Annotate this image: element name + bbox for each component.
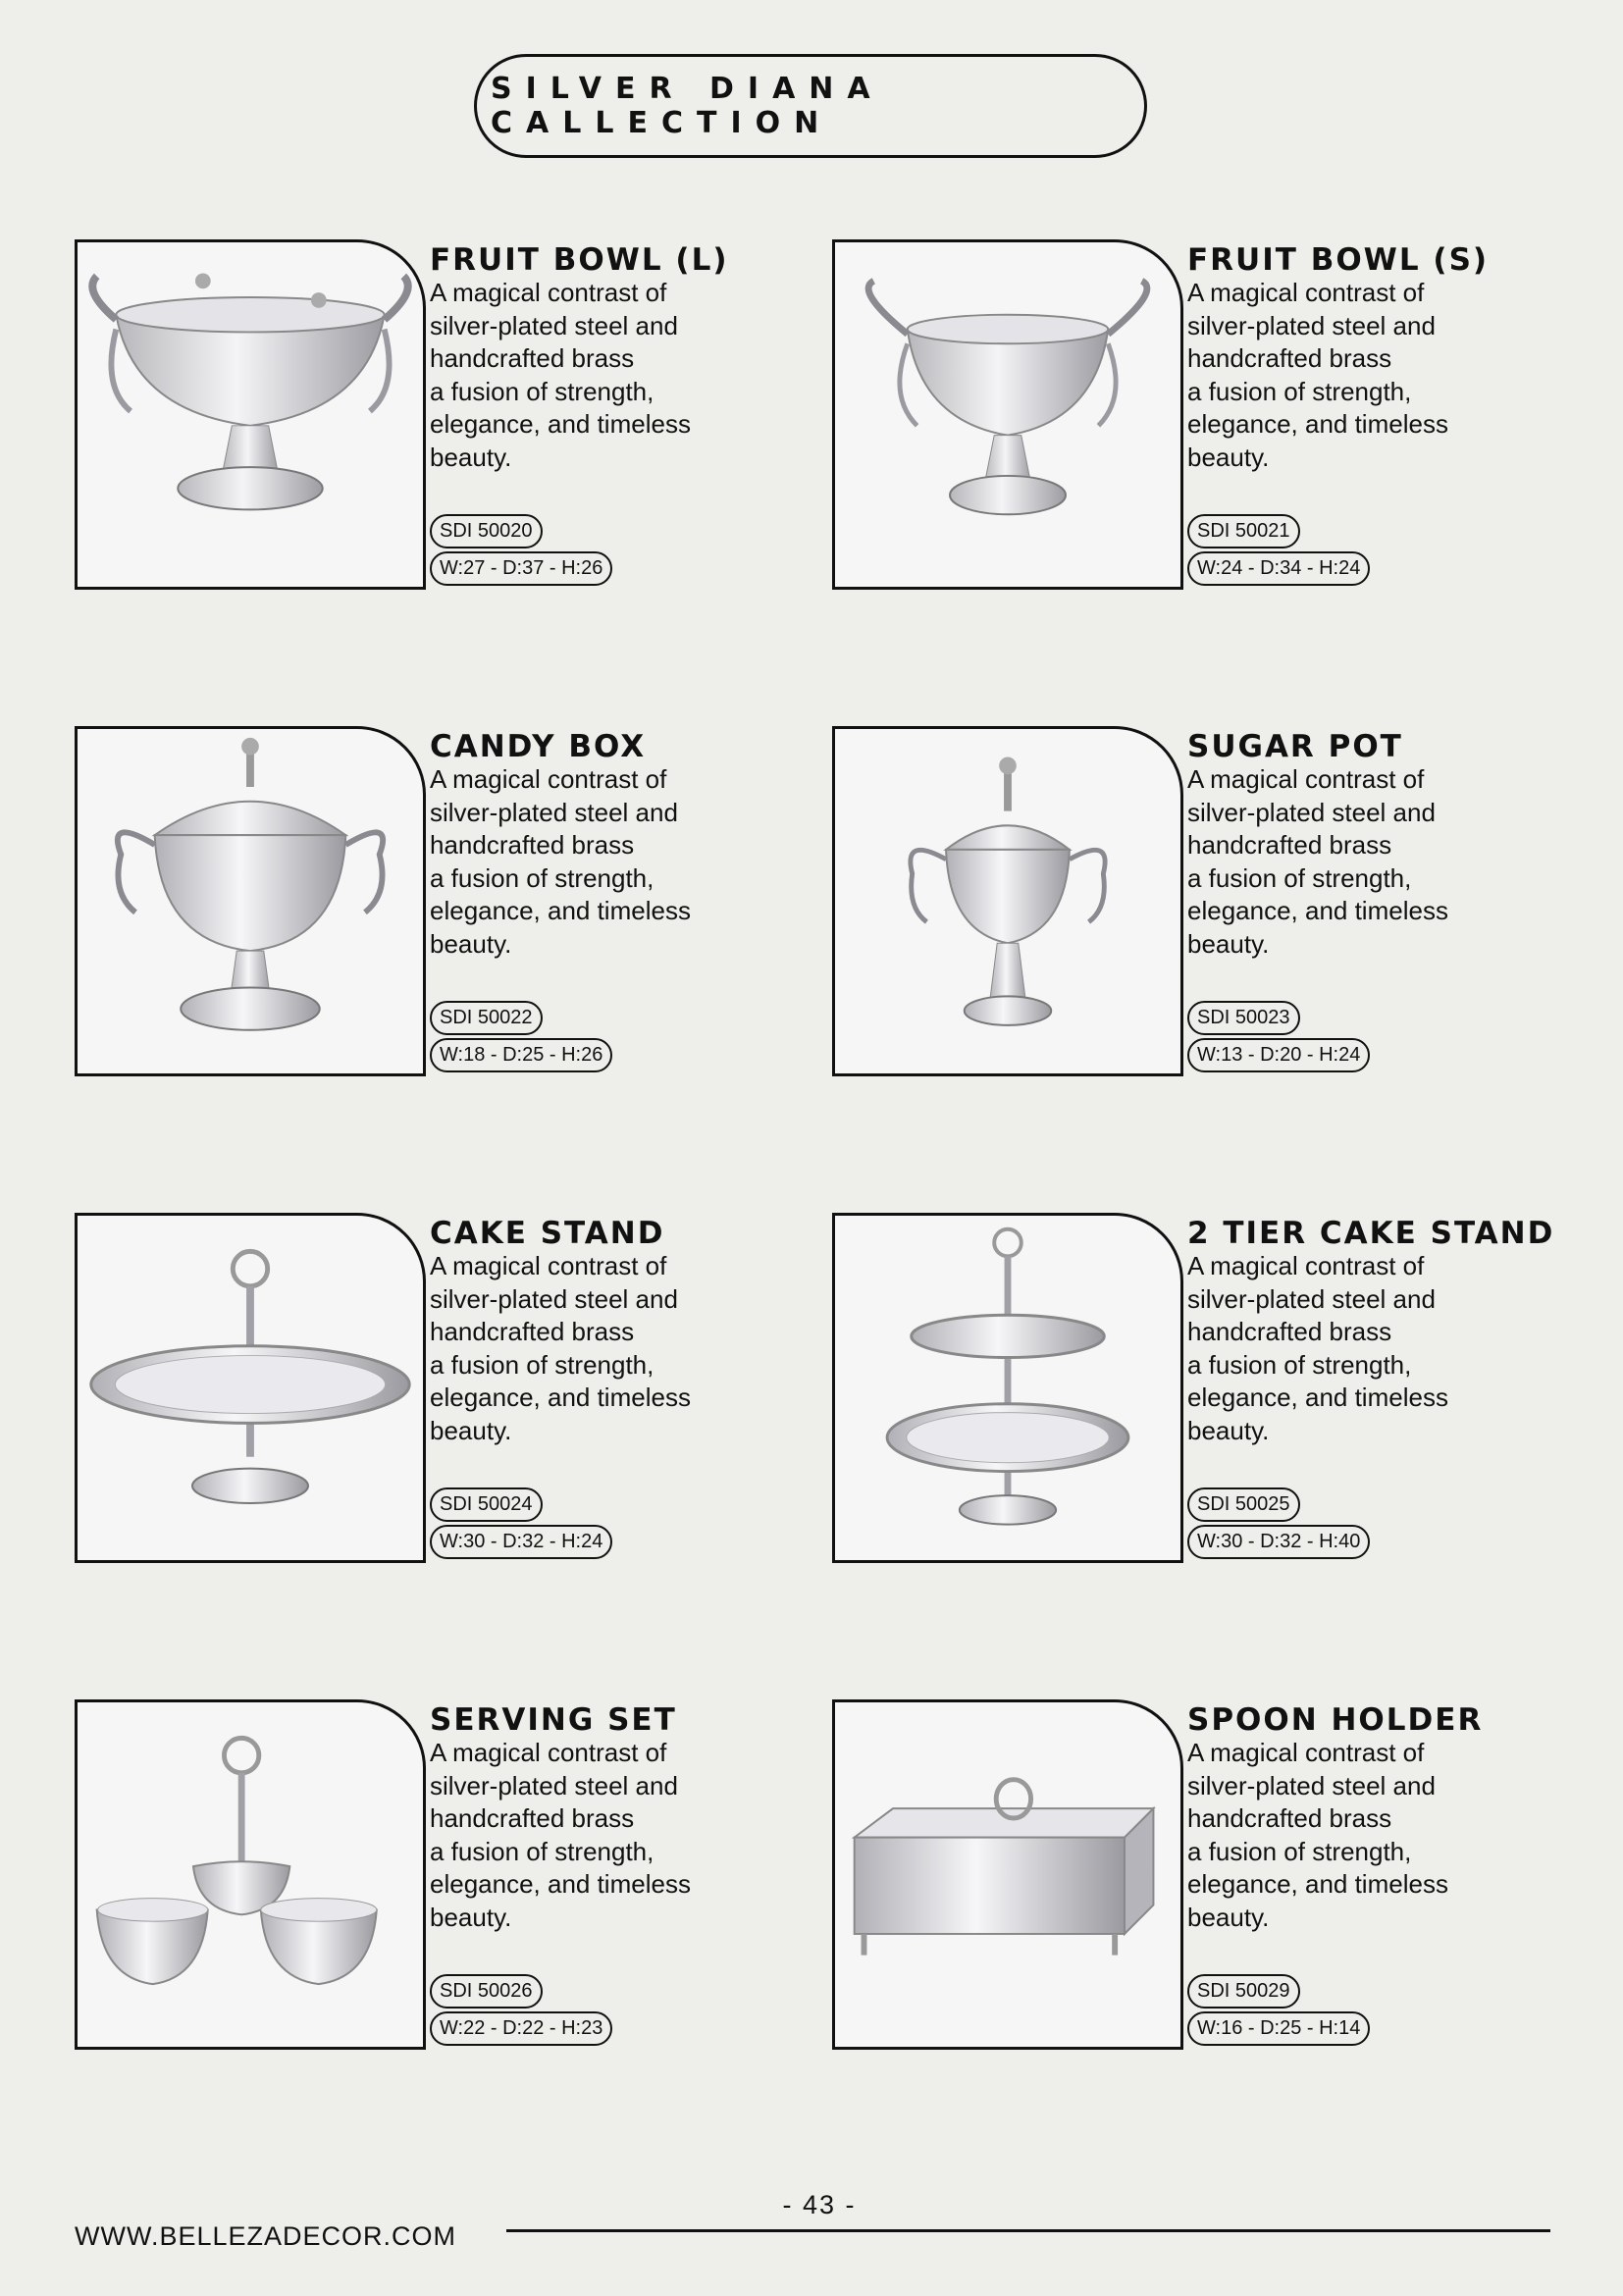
product-description: A magical contrast of silver-plated steel and handcrafted brass a fusion of strength, elegance, and timeless beauty. <box>430 1738 691 1932</box>
product-code: SDI 50029 <box>1187 1974 1300 2009</box>
product-dimensions: W:18 - D:25 - H:26 <box>430 1038 612 1072</box>
product-name: SERVING SET <box>430 1702 677 1738</box>
product-dimensions: W:30 - D:32 - H:40 <box>1187 1525 1370 1559</box>
serving-set-image <box>75 1699 426 2050</box>
product-card <box>75 239 801 593</box>
product-code: SDI 50022 <box>430 1001 543 1035</box>
product-card <box>75 1213 801 1566</box>
product-description: A magical contrast of silver-plated steel and handcrafted brass a fusion of strength, elegance, and timeless beauty. <box>1187 1251 1448 1445</box>
product-description: A magical contrast of silver-plated steel and handcrafted brass a fusion of strength, elegance, and timeless beauty. <box>1187 764 1448 959</box>
product-description: A magical contrast of silver-plated steel and handcrafted brass a fusion of strength, elegance, and timeless beauty. <box>1187 1738 1448 1932</box>
product-card <box>75 726 801 1079</box>
product-description: A magical contrast of silver-plated steel and handcrafted brass a fusion of strength, elegance, and timeless beauty. <box>1187 278 1448 472</box>
footer-divider <box>506 2229 1550 2232</box>
product-name: CAKE STAND <box>430 1216 665 1251</box>
product-card <box>832 1699 1558 2053</box>
product-code: SDI 50023 <box>1187 1001 1300 1035</box>
product-name: CANDY BOX <box>430 729 647 764</box>
product-code: SDI 50025 <box>1187 1487 1300 1522</box>
two-tier-cake-stand-image <box>832 1213 1183 1563</box>
fruit-bowl-large-image <box>75 239 426 590</box>
product-code: SDI 50020 <box>430 514 543 548</box>
product-code: SDI 50024 <box>430 1487 543 1522</box>
product-name: SPOON HOLDER <box>1187 1702 1484 1738</box>
product-dimensions: W:24 - D:34 - H:24 <box>1187 551 1370 586</box>
product-dimensions: W:13 - D:20 - H:24 <box>1187 1038 1370 1072</box>
fruit-bowl-small-image <box>832 239 1183 590</box>
product-card <box>75 1699 801 2053</box>
product-card <box>832 1213 1558 1566</box>
product-description: A magical contrast of silver-plated steel and handcrafted brass a fusion of strength, elegance, and timeless beauty. <box>430 764 691 959</box>
candy-box-image <box>75 726 426 1076</box>
product-code: SDI 50021 <box>1187 514 1300 548</box>
product-description: A magical contrast of silver-plated steel and handcrafted brass a fusion of strength, elegance, and timeless beauty. <box>430 1251 691 1445</box>
product-name: SUGAR POT <box>1187 729 1403 764</box>
product-name: FRUIT BOWL (L) <box>430 242 729 278</box>
spoon-holder-image <box>832 1699 1183 2050</box>
product-code: SDI 50026 <box>430 1974 543 2009</box>
product-dimensions: W:27 - D:37 - H:26 <box>430 551 612 586</box>
product-card <box>832 239 1558 593</box>
product-card <box>832 726 1558 1079</box>
product-name: FRUIT BOWL (S) <box>1187 242 1490 278</box>
product-dimensions: W:16 - D:25 - H:14 <box>1187 2011 1370 2046</box>
page-number: - 43 - <box>782 2190 857 2219</box>
cake-stand-image <box>75 1213 426 1563</box>
product-description: A magical contrast of silver-plated steel and handcrafted brass a fusion of strength, elegance, and timeless beauty. <box>430 278 691 472</box>
sugar-pot-image <box>832 726 1183 1076</box>
product-name: 2 TIER CAKE STAND <box>1187 1216 1555 1251</box>
product-dimensions: W:22 - D:22 - H:23 <box>430 2011 612 2046</box>
website-link[interactable]: WWW.BELLEZADECOR.COM <box>75 2221 457 2251</box>
collection-title: SILVER DIANA CALLECTION <box>474 54 1147 158</box>
product-dimensions: W:30 - D:32 - H:24 <box>430 1525 612 1559</box>
